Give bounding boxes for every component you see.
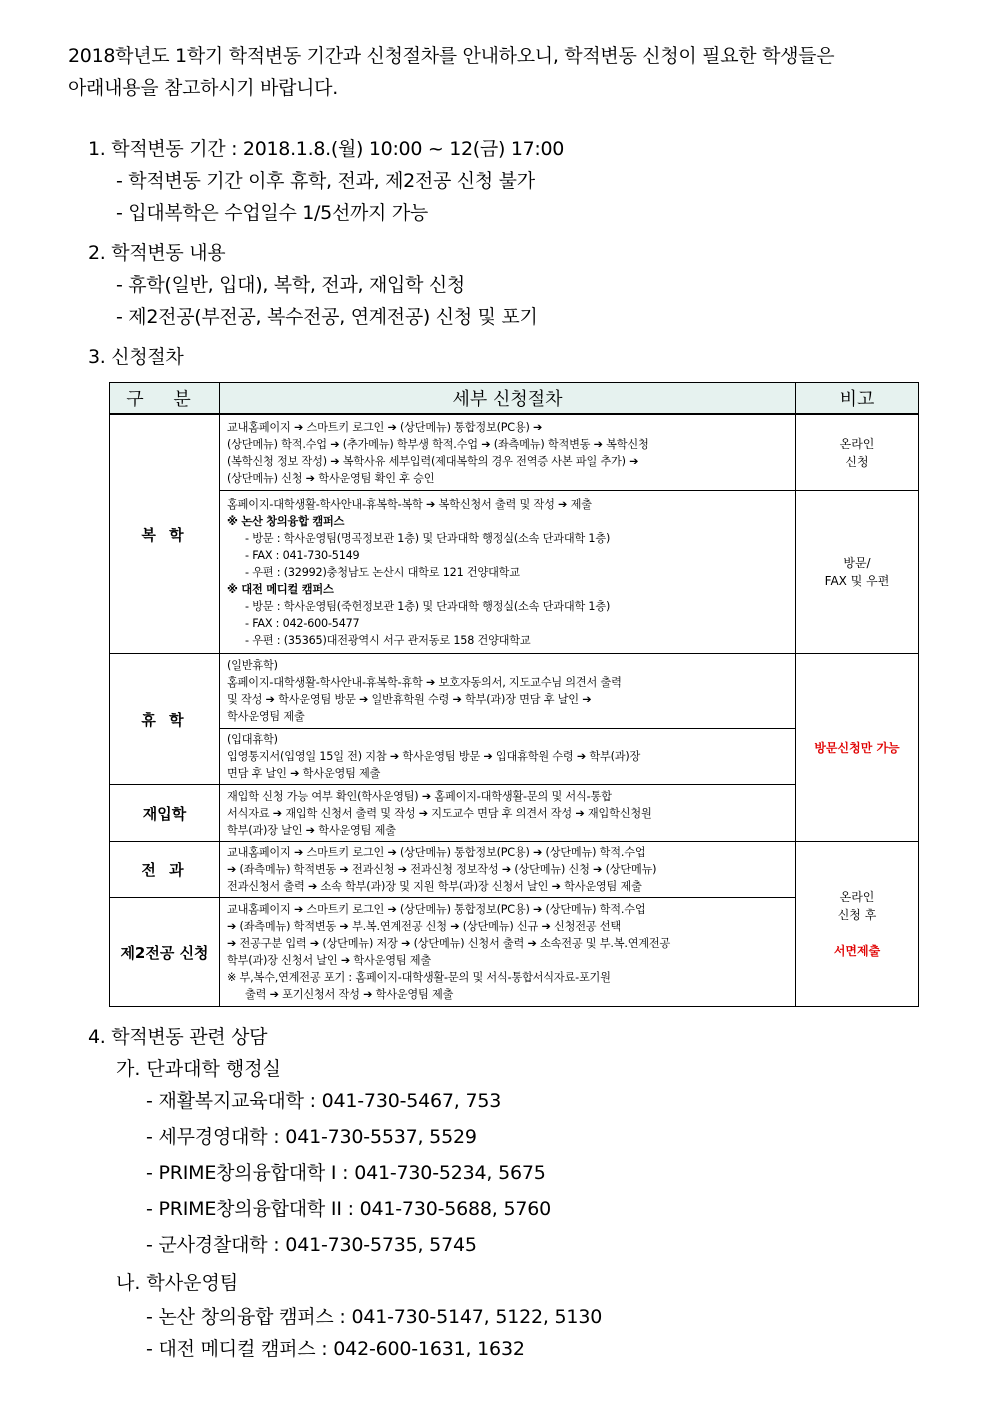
section-2-bullet-2: - 제2전공(부전공, 복수전공, 연계전공) 신청 및 포기 <box>116 306 538 328</box>
detail-line: - 우편 : (35365)대전광역시 서구 관저동로 158 건양대학교 <box>245 633 531 647</box>
note-visit-fax-mail <box>796 491 919 654</box>
detail-line: 전과신청서 출력 ➔ 소속 학부(과)장 및 지원 학부(과)장 신청서 날인 ➔ 학사운영팀 제출 <box>227 879 642 893</box>
second-major-detail <box>220 898 796 1007</box>
hyuhak-general-detail <box>220 654 796 729</box>
section-3-title: 3. 신청절차 <box>88 346 184 368</box>
detail-line: 교내홈페이지 ➔ 스마트키 로그인 ➔ (상단메뉴) 통합정보(PC용) ➔ (상단메뉴) 학적.수업 <box>227 903 646 917</box>
detail-line: 학부(과)장 신청서 날인 ➔ 학사운영팀 제출 <box>227 954 431 968</box>
detail-line: 면담 후 날인 ➔ 학사운영팀 제출 <box>227 767 381 781</box>
section-2-title: 2. 학적변동 내용 <box>88 242 226 264</box>
section-4-title: 4. 학적변동 관련 상담 <box>88 1026 268 1048</box>
note-line: 방문/ <box>843 556 871 571</box>
header-detail: 세부 신청절차 <box>220 383 796 415</box>
contact-item: - 세무경영대학 : 041-730-5537, 5529 <box>146 1126 477 1148</box>
detail-line: - 방문 : 학사운영팀(명곡정보관 1층) 및 단과대학 행정실(소속 단과대학 1층) <box>245 531 611 545</box>
section-1-bullet-2: - 입대복학은 수업일수 1/5선까지 가능 <box>116 202 428 224</box>
contact-item: - PRIME창의융합대학 II : 041-730-5688, 5760 <box>146 1198 552 1220</box>
detail-line: - FAX : 041-730-5149 <box>245 548 360 562</box>
note-line: FAX 및 우편 <box>824 574 890 589</box>
contact-item: - 군사경찰대학 : 041-730-5735, 5745 <box>146 1234 477 1256</box>
visit-only-label: 방문신청만 가능 <box>814 740 900 755</box>
detail-line: 재입학 신청 가능 여부 확인(학사운영팀) ➔ 홈페이지-대학생활-문의 및 서식-통합 <box>227 789 612 803</box>
intro-paragraph <box>68 40 948 104</box>
detail-line: ➔ (좌측메뉴) 학적변동 ➔ 부.복.연계전공 신청 ➔ (상단메뉴) 신규 ➔ 신청전공 선택 <box>227 920 621 934</box>
category-bokhak: 복 학 <box>110 414 220 654</box>
intro-line-2: 아래내용을 참고하시기 바랍니다. <box>68 77 338 99</box>
section-1-title: 1. 학적변동 기간 : 2018.1.8.(월) 10:00 ~ 12(금) 17:00 <box>88 138 565 160</box>
bokhak-online-detail <box>220 414 796 491</box>
category-jaeiphak: 재입학 <box>110 785 220 841</box>
detail-line: ➔ (좌측메뉴) 학적변동 ➔ 전과신청 ➔ 전과신청 정보작성 ➔ (상단메뉴) 신청 ➔ (상단메뉴) <box>227 862 657 876</box>
header-category: 구 분 <box>110 383 220 415</box>
note-online <box>796 414 919 491</box>
note-visit-only <box>796 654 919 841</box>
detail-line: (복학신청 정보 작성) ➔ 복학사유 세부입력(제대복학의 경우 전역증 사본 파일 추가) ➔ <box>227 454 639 468</box>
detail-line: 출력 ➔ 포기신청서 작성 ➔ 학사운영팀 제출 <box>245 988 454 1002</box>
header-note: 비고 <box>796 383 919 415</box>
detail-line: - FAX : 042-600-5477 <box>245 616 360 630</box>
contact-item: - 재활복지교육대학 : 041-730-5467, 753 <box>146 1090 502 1112</box>
detail-line: 및 작성 ➔ 학사운영팀 방문 ➔ 일반휴학원 수령 ➔ 학부(과)장 면담 후 날인 ➔ <box>227 693 592 707</box>
daejeon-campus-title: ※ 대전 메디컬 캠퍼스 <box>227 582 334 596</box>
detail-line: 교내홈페이지 ➔ 스마트키 로그인 ➔ (상단메뉴) 통합정보(PC용) ➔ <box>227 420 543 434</box>
detail-line: 서식자료 ➔ 재입학 신청서 출력 및 작성 ➔ 지도교수 면담 후 의견서 작성 ➔ 재입학신청원 <box>227 806 652 820</box>
table-row <box>110 654 919 729</box>
jeongwa-detail <box>220 841 796 897</box>
contact-item: - 대전 메디컬 캠퍼스 : 042-600-1631, 1632 <box>146 1338 525 1360</box>
detail-line: (입대휴학) <box>227 733 278 747</box>
note-line: 온라인 <box>839 436 875 451</box>
section-1-bullet-1: - 학적변동 기간 이후 휴학, 전과, 제2전공 신청 불가 <box>116 170 535 192</box>
procedure-table <box>109 382 919 1007</box>
detail-line: (일반휴학) <box>227 659 278 673</box>
detail-line: (상단메뉴) 신청 ➔ 학사운영팀 확인 후 승인 <box>227 471 435 485</box>
subsection-na-title: 나. 학사운영팀 <box>116 1272 239 1294</box>
jaeiphak-detail <box>220 785 796 841</box>
note-line: 신청 후 <box>837 907 877 922</box>
detail-line: - 방문 : 학사운영팀(죽헌정보관 1층) 및 단과대학 행정실(소속 단과대학 1층) <box>245 599 611 613</box>
hyuhak-military-detail <box>220 728 796 784</box>
detail-line: 교내홈페이지 ➔ 스마트키 로그인 ➔ (상단메뉴) 통합정보(PC용) ➔ (상단메뉴) 학적.수업 <box>227 845 646 859</box>
nonsan-campus-title: ※ 논산 창의융합 캠퍼스 <box>227 514 345 528</box>
bokhak-visit-detail <box>220 491 796 654</box>
contact-item: - PRIME창의융합대학 I : 041-730-5234, 5675 <box>146 1162 546 1184</box>
note-line: 신청 <box>845 454 869 469</box>
detail-line: ➔ 전공구분 입력 ➔ (상단메뉴) 저장 ➔ (상단메뉴) 신청서 출력 ➔ 소속전공 및 부.복.연계전공 <box>227 937 671 951</box>
table-header-row <box>110 383 919 415</box>
detail-line: 학사운영팀 제출 <box>227 710 305 724</box>
table-row <box>110 491 919 654</box>
paper-submit-label: 서면제출 <box>833 943 881 958</box>
detail-line: (상단메뉴) 학적.수업 ➔ (추가메뉴) 학부생 학적.수업 ➔ (좌측메뉴) 학적변동 ➔ 복학신청 <box>227 437 649 451</box>
note-line: 온라인 <box>839 889 875 904</box>
category-second-major: 제2전공 신청 <box>110 898 220 1007</box>
detail-line: 입영통지서(입영일 15일 전) 지참 ➔ 학사운영팀 방문 ➔ 입대휴학원 수령 ➔ 학부(과)장 <box>227 750 641 764</box>
intro-line-1: 2018학년도 1학기 학적변동 기간과 신청절차를 안내하오니, 학적변동 신청이 필요한 학생들은 <box>68 45 835 67</box>
note-online-then-paper <box>796 841 919 1006</box>
detail-line: 홈페이지-대학생활-학사안내-휴복학-휴학 ➔ 보호자동의서, 지도교수님 의견서 출력 <box>227 676 622 690</box>
detail-line: 홈페이지-대학생활-학사안내-휴복학-복학 ➔ 복학신청서 출력 및 작성 ➔ 제출 <box>227 497 592 511</box>
detail-line: - 우편 : (32992)충청남도 논산시 대학로 121 건양대학교 <box>245 565 520 579</box>
category-hyuhak: 휴 학 <box>110 654 220 785</box>
section-2-bullet-1: - 휴학(일반, 입대), 복학, 전과, 재입학 신청 <box>116 274 465 296</box>
table-row <box>110 414 919 491</box>
detail-line: 학부(과)장 날인 ➔ 학사운영팀 제출 <box>227 823 396 837</box>
detail-line: ※ 부,복수,연계전공 포기 : 홈페이지-대학생활-문의 및 서식-통합서식자료-포기원 <box>227 971 611 985</box>
subsection-ga-title: 가. 단과대학 행정실 <box>116 1058 281 1080</box>
contact-item: - 논산 창의융합 캠퍼스 : 041-730-5147, 5122, 5130 <box>146 1306 603 1328</box>
category-jeongwa: 전 과 <box>110 841 220 897</box>
table-row <box>110 841 919 897</box>
